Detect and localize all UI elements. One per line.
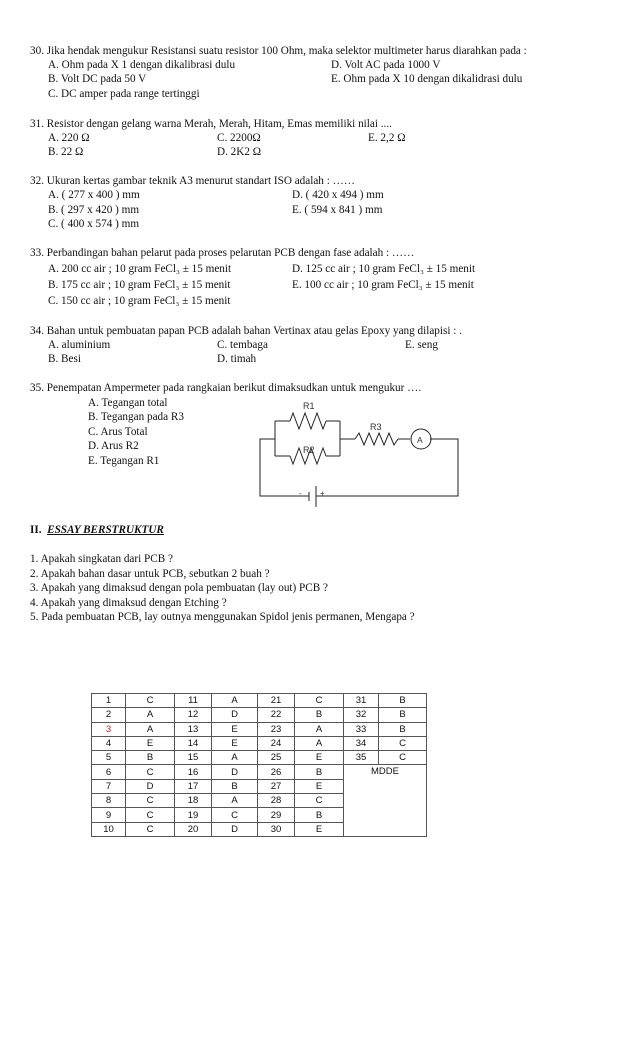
r3-label: R3 (370, 422, 382, 432)
essay-item-3: 3. Apakah yang dimaksud dengan pola pembuatan (lay out) PCB ? (30, 582, 328, 594)
answer-cell: C (126, 765, 175, 779)
table-row (92, 736, 427, 750)
ammeter-label: A (417, 435, 423, 445)
question-number-cell: 11 (175, 694, 212, 708)
table-row (92, 751, 427, 765)
question-number-cell: 35 (344, 751, 379, 765)
answer-cell: B (295, 708, 344, 722)
question-number-cell: 5 (92, 751, 126, 765)
question-number-cell: 10 (92, 822, 126, 836)
answer-cell: C (295, 794, 344, 808)
essay-heading (30, 523, 164, 537)
question-number-cell: 3 (92, 722, 126, 736)
essay-item-2: 2. Apakah bahan dasar untuk PCB, sebutkan 2 buah ? (30, 568, 270, 580)
question-number-cell: 32 (344, 708, 379, 722)
question-number-cell: 20 (175, 822, 212, 836)
table-row (92, 722, 427, 736)
q33-option-c: C. 150 cc air ; 10 gram FeCl₃ ± 15 menit (48, 295, 231, 307)
question-number-cell: 4 (92, 736, 126, 750)
question-number-cell: 17 (175, 779, 212, 793)
answer-cell: E (295, 779, 344, 793)
question-number-cell: 21 (258, 694, 295, 708)
question-number-cell: 2 (92, 708, 126, 722)
answer-key-note: MDDE (344, 765, 427, 836)
question-number-cell: 25 (258, 751, 295, 765)
question-32-stem: 32. Ukuran kertas gambar teknik A3 menurut standart ISO adalah : …… (30, 175, 355, 187)
q32-option-c: C. ( 400 x 574 ) mm (48, 218, 140, 230)
table-row (92, 694, 427, 708)
question-number-cell: 6 (92, 765, 126, 779)
q31-option-c: C. 2200Ω (217, 132, 261, 144)
q31-option-e: E. 2,2 Ω (368, 132, 406, 144)
q34-option-c: C. tembaga (217, 339, 268, 351)
answer-cell: D (212, 765, 258, 779)
q30-option-e: E. Ohm pada X 10 dengan dikalidrasi dulu (331, 73, 523, 85)
question-33-stem: 33. Perbandingan bahan pelarut pada proses pelarutan PCB dengan fase adalah : …… (30, 247, 415, 259)
q33-option-d: D. 125 cc air ; 10 gram FeCl₃ ± 15 menit (292, 263, 476, 275)
answer-cell: C (379, 736, 427, 750)
question-number-cell: 31 (344, 694, 379, 708)
question-31-stem: 31. Resistor dengan gelang warna Merah, Merah, Hitam, Emas memiliki nilai .... (30, 118, 392, 130)
question-number-cell: 9 (92, 808, 126, 822)
question-number-cell: 33 (344, 722, 379, 736)
r3-resistor (355, 433, 398, 445)
q35-option-c: C. Arus Total (88, 426, 148, 438)
q35-option-e: E. Tegangan R1 (88, 455, 160, 467)
answer-cell: C (379, 751, 427, 765)
question-30-stem: 30. Jika hendak mengukur Resistansi suatu resistor 100 Ohm, maka selektor multimeter harus diarahkan pada : (30, 45, 527, 57)
q35-option-d: D. Arus R2 (88, 440, 139, 452)
q34-option-d: D. timah (217, 353, 257, 365)
answer-cell: B (379, 722, 427, 736)
answer-cell: E (212, 736, 258, 750)
q30-option-b: B. Volt DC pada 50 V (48, 73, 147, 85)
answer-cell: C (126, 694, 175, 708)
q35-option-b: B. Tegangan pada R3 (88, 411, 184, 423)
battery-minus-label: - (299, 489, 302, 498)
question-number-cell: 29 (258, 808, 295, 822)
essay-heading-number: II. (30, 524, 42, 536)
question-number-cell: 28 (258, 794, 295, 808)
answer-cell: E (295, 751, 344, 765)
q30-option-c: C. DC amper pada range tertinggi (48, 88, 200, 100)
battery-plus-label: + (320, 489, 325, 498)
q34-option-a: A. aluminium (48, 339, 111, 351)
answer-cell: A (212, 694, 258, 708)
circuit-diagram (0, 0, 638, 520)
question-number-cell: 27 (258, 779, 295, 793)
answer-cell: D (212, 822, 258, 836)
question-number-cell: 30 (258, 822, 295, 836)
essay-item-4: 4. Apakah yang dimaksud dengan Etching ? (30, 597, 227, 609)
answer-cell: B (126, 751, 175, 765)
answer-cell: D (212, 708, 258, 722)
question-number-cell: 24 (258, 736, 295, 750)
question-35-stem: 35. Penempatan Ampermeter pada rangkaian berikut dimaksudkan untuk mengukur …. (30, 382, 422, 394)
answer-key-body (92, 694, 427, 837)
answer-cell: A (212, 751, 258, 765)
answer-cell: C (126, 822, 175, 836)
q32-option-e: E. ( 594 x 841 ) mm (292, 204, 383, 216)
answer-cell: B (379, 708, 427, 722)
q32-option-d: D. ( 420 x 494 ) mm (292, 189, 384, 201)
answer-cell: B (379, 694, 427, 708)
question-number-cell: 34 (344, 736, 379, 750)
answer-cell: D (126, 779, 175, 793)
q33-option-b: B. 175 cc air ; 10 gram FeCl₃ ± 15 menit (48, 279, 231, 291)
question-34-stem: 34. Bahan untuk pembuatan papan PCB adalah bahan Vertinax atau gelas Epoxy yang dilapisi : . (30, 325, 462, 337)
answer-cell: A (295, 722, 344, 736)
q30-option-a: A. Ohm pada X 1 dengan dikalibrasi dulu (48, 59, 236, 71)
q32-option-b: B. ( 297 x 420 ) mm (48, 204, 140, 216)
r1-label: R1 (303, 401, 315, 411)
q31-option-d: D. 2K2 Ω (217, 146, 262, 158)
answer-cell: A (212, 794, 258, 808)
answer-cell: E (126, 736, 175, 750)
question-number-cell: 12 (175, 708, 212, 722)
question-number-cell: 1 (92, 694, 126, 708)
question-number-cell: 16 (175, 765, 212, 779)
essay-item-1: 1. Apakah singkatan dari PCB ? (30, 553, 173, 565)
answer-cell: B (295, 808, 344, 822)
q34-option-e: E. seng (405, 339, 438, 351)
essay-item-5: 5. Pada pembuatan PCB, lay outnya menggunakan Spidol jenis permanen, Mengapa ? (30, 611, 415, 623)
answer-key-table (91, 693, 427, 837)
answer-cell: E (212, 722, 258, 736)
q32-option-a: A. ( 277 x 400 ) mm (48, 189, 140, 201)
question-number-cell: 23 (258, 722, 295, 736)
q30-option-d: D. Volt AC pada 1000 V (331, 59, 441, 71)
essay-heading-title: ESSAY BERSTRUKTUR (47, 524, 164, 536)
answer-cell: A (126, 708, 175, 722)
q31-option-b: B. 22 Ω (48, 146, 84, 158)
answer-cell: C (126, 794, 175, 808)
answer-cell: C (212, 808, 258, 822)
answer-cell: C (126, 808, 175, 822)
question-number-cell: 15 (175, 751, 212, 765)
question-number-cell: 8 (92, 794, 126, 808)
answer-cell: E (295, 822, 344, 836)
r2-label: R2 (303, 445, 315, 455)
question-number-cell: 26 (258, 765, 295, 779)
table-row (92, 708, 427, 722)
q35-option-a: A. Tegangan total (88, 397, 168, 409)
q33-option-a: A. 200 cc air ; 10 gram FeCl₃ ± 15 menit (48, 263, 232, 275)
answer-cell: A (295, 736, 344, 750)
q34-option-b: B. Besi (48, 353, 81, 365)
question-number-cell: 22 (258, 708, 295, 722)
answer-cell: B (295, 765, 344, 779)
question-number-cell: 7 (92, 779, 126, 793)
question-number-cell: 13 (175, 722, 212, 736)
table-row (92, 765, 427, 779)
question-number-cell: 18 (175, 794, 212, 808)
answer-cell: B (212, 779, 258, 793)
r1-resistor (290, 413, 326, 429)
question-number-cell: 14 (175, 736, 212, 750)
question-number-cell: 19 (175, 808, 212, 822)
q31-option-a: A. 220 Ω (48, 132, 90, 144)
answer-cell: A (126, 722, 175, 736)
answer-cell: C (295, 694, 344, 708)
q33-option-e: E. 100 cc air ; 10 gram FeCl₃ ± 15 menit (292, 279, 474, 291)
